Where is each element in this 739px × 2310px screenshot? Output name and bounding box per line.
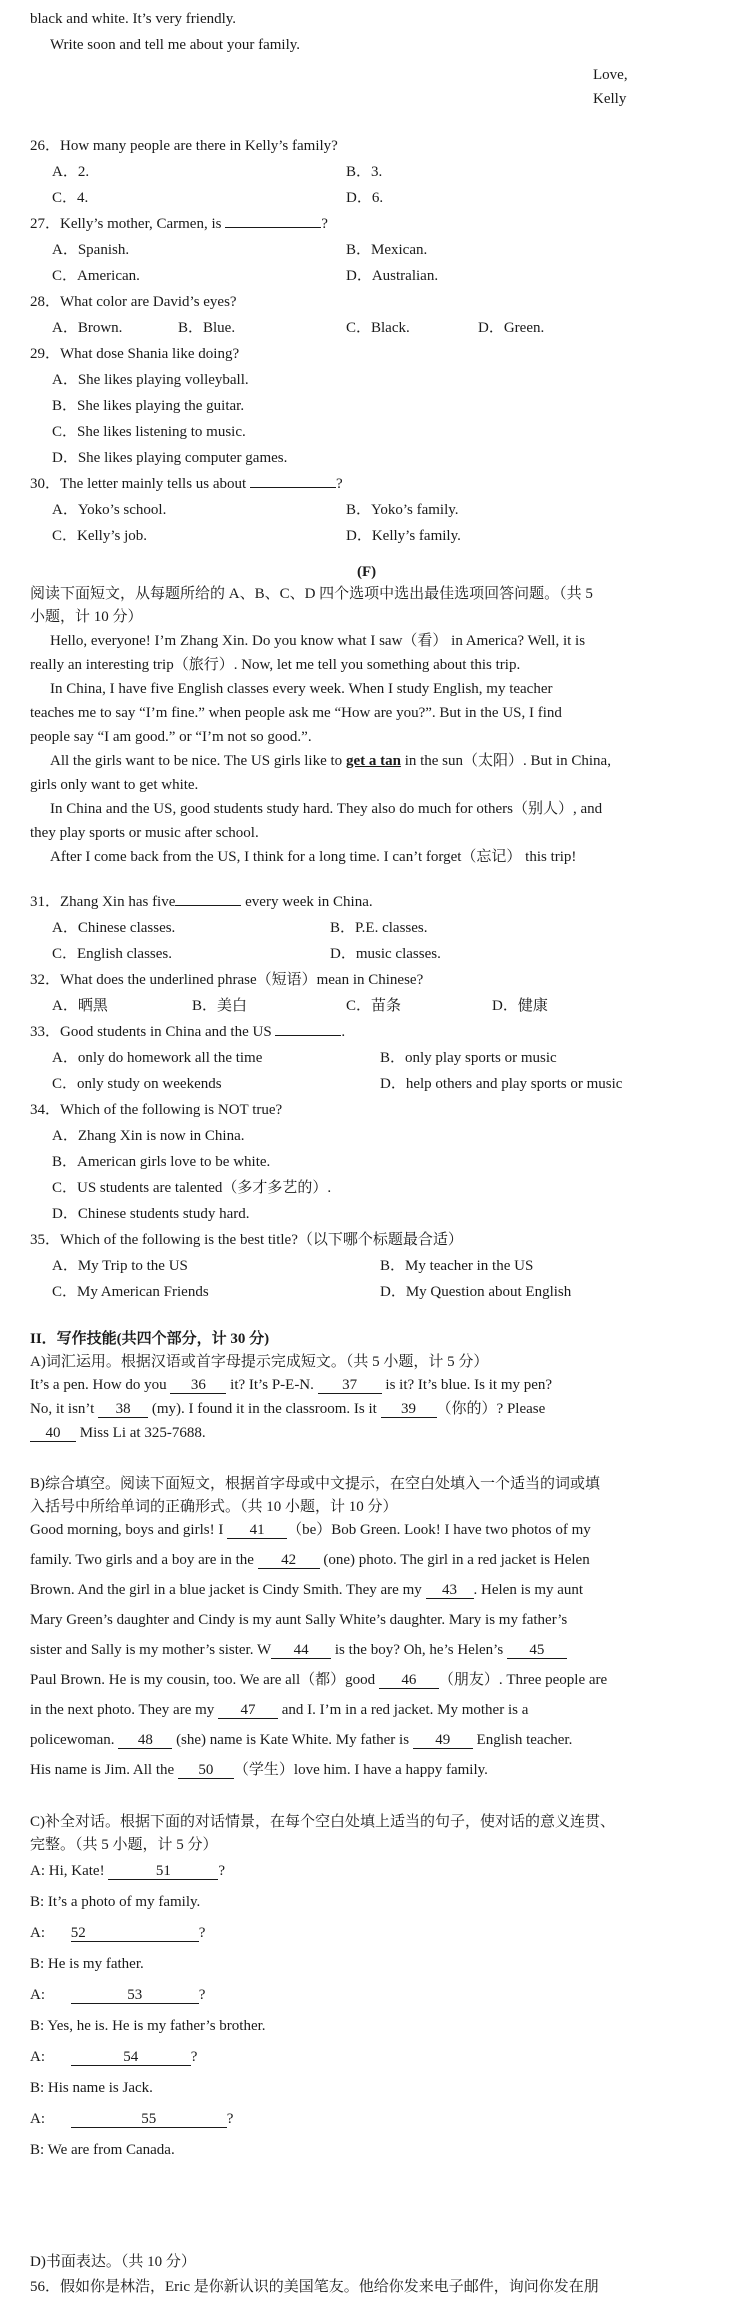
answer-blank: 54 — [71, 2049, 191, 2066]
question-stem: 31．Zhang Xin has five every week in China. — [30, 894, 373, 910]
option: C．She likes listening to music. — [52, 424, 246, 440]
answer-blank: 51 — [108, 1863, 218, 1880]
option: D．help others and play sports or music — [380, 1076, 623, 1092]
dialogue-line: B: It’s a photo of my family. — [30, 1894, 201, 1910]
answer-blank: 41 — [227, 1522, 287, 1539]
cloze-line: It’s a pen. How do you 36 it? It’s P-E-N. 37 is it? It’s blue. Is it my pen? — [30, 1377, 553, 1393]
cloze-line: policewoman. 48 (she) name is Kate White. My father is 49 English teacher. — [30, 1732, 573, 1748]
option: A．only do homework all the time — [52, 1050, 263, 1066]
answer-blank: 45 — [507, 1642, 567, 1659]
option: C．only study on weekends — [52, 1076, 222, 1092]
option: D．Green. — [478, 320, 545, 336]
option: D．music classes. — [330, 946, 441, 962]
option: B．Mexican. — [346, 242, 428, 258]
answer-blank: 42 — [258, 1552, 320, 1569]
option: C．US students are talented（多才多艺的）. — [52, 1180, 332, 1196]
writing-prompt: 56．假如你是林浩，Eric 是你新认识的美国笔友。他给你发来电子邮件，询问你发在朋 — [30, 2279, 599, 2295]
answer-blank: 48 — [118, 1732, 172, 1749]
answer-blank: 43 — [426, 1582, 474, 1599]
passage-line: In China, I have five English classes every week. When I study English, my teacher — [50, 681, 553, 697]
option: B．Yoko’s family. — [346, 502, 459, 518]
section-heading: II．写作技能(共四个部分，计 30 分) — [30, 1331, 270, 1347]
dialogue-line: B: His name is Jack. — [30, 2080, 153, 2096]
option: B．Blue. — [178, 320, 236, 336]
option: C．Black. — [346, 320, 410, 336]
option: D．6. — [346, 190, 384, 206]
option: B．American girls love to be white. — [52, 1154, 271, 1170]
option: D．My Question about English — [380, 1284, 572, 1300]
question-stem: 26．How many people are there in Kelly’s family? — [30, 138, 338, 154]
option: C．苗条 — [346, 998, 402, 1014]
answer-blank — [225, 227, 321, 228]
answer-blank: 53 — [71, 1987, 199, 2004]
answer-blank: 36 — [170, 1377, 226, 1394]
answer-blank — [250, 487, 336, 488]
dialogue-line: B: He is my father. — [30, 1956, 144, 1972]
passage-line: teaches me to say “I’m fine.” when people ask me “How are you?”. But in the US, I find — [30, 705, 562, 721]
option: A．Chinese classes. — [52, 920, 176, 936]
dialogue-line: B: Yes, he is. He is my father’s brother. — [30, 2018, 266, 2034]
cloze-line: Brown. And the girl in a blue jacket is Cindy Smith. They are my 43 . Helen is my aunt — [30, 1582, 584, 1598]
answer-blank: 46 — [379, 1672, 439, 1689]
option: A．She likes playing volleyball. — [52, 372, 249, 388]
option: A．晒黑 — [52, 998, 108, 1014]
part-title: D)书面表达。（共 10 分） — [30, 2254, 196, 2270]
section-instruction: 小题，计 10 分） — [30, 609, 143, 625]
option: D．She likes playing computer games. — [52, 450, 288, 466]
cloze-line: 40 Miss Li at 325-7688. — [30, 1424, 206, 1442]
passage-line: they play sports or music after school. — [30, 825, 259, 841]
option: A．Yoko’s school. — [52, 502, 167, 518]
option: D．Australian. — [346, 268, 439, 284]
answer-blank: 55 — [71, 2111, 227, 2128]
underlined-phrase: get a tan — [345, 753, 401, 769]
section-heading: (F) — [357, 564, 377, 580]
answer-blank: 44 — [271, 1642, 331, 1659]
option: C．My American Friends — [52, 1284, 209, 1300]
passage-line: In China and the US, good students study hard. They also do much for others（别人）, and — [50, 801, 603, 817]
option: B．only play sports or music — [380, 1050, 557, 1066]
option: B．She likes playing the guitar. — [52, 398, 245, 414]
answer-blank — [275, 1035, 341, 1036]
option: B．3. — [346, 164, 383, 180]
answer-blank: 49 — [413, 1732, 473, 1749]
option: D．健康 — [492, 998, 548, 1014]
section-instruction: 阅读下面短文，从每题所给的 A、B、C、D 四个选项中选出最佳选项回答问题。（共 5 — [30, 586, 593, 602]
letter-signature: Kelly — [593, 91, 627, 107]
cloze-line: His name is Jim. All the 50 （学生）love him. I have a happy family. — [30, 1762, 488, 1778]
answer-blank: 38 — [98, 1401, 148, 1418]
passage-line: girls only want to get white. — [30, 777, 199, 793]
question-stem: 30．The letter mainly tells us about ? — [30, 476, 343, 492]
answer-blank: 37 — [318, 1377, 382, 1394]
letter-line: black and white. It’s very friendly. — [30, 11, 237, 27]
dialogue-line: A: 52 ? — [30, 1925, 206, 1941]
question-stem: 35．Which of the following is the best title?（以下哪个标题最合适） — [30, 1232, 463, 1248]
passage-line: After I come back from the US, I think for a long time. I can’t forget（忘记） this trip! — [50, 849, 577, 865]
question-stem: 29．What dose Shania like doing? — [30, 346, 240, 362]
answer-blank: 52 — [71, 1925, 199, 1942]
answer-blank: 47 — [218, 1702, 278, 1719]
option: D．Kelly’s family. — [346, 528, 461, 544]
cloze-line: No, it isn’t 38 (my). I found it in the classroom. Is it 39 （你的）? Please — [30, 1401, 546, 1417]
option: A．2. — [52, 164, 90, 180]
letter-line: Write soon and tell me about your family. — [50, 37, 301, 53]
cloze-line: family. Two girls and a boy are in the 42 (one) photo. The girl in a red jacket is Helen — [30, 1552, 590, 1568]
letter-closing: Love, — [593, 67, 628, 83]
option: C．Kelly’s job. — [52, 528, 148, 544]
option: A．Spanish. — [52, 242, 130, 258]
answer-blank: 40 — [30, 1425, 76, 1442]
answer-blank: 39 — [381, 1401, 437, 1418]
passage-line: really an interesting trip（旅行）. Now, let me tell you something about this trip. — [30, 657, 521, 673]
part-title: A)词汇运用。根据汉语或首字母提示完成短文。（共 5 小题，计 5 分） — [30, 1354, 489, 1370]
option: B．My teacher in the US — [380, 1258, 534, 1274]
part-title: C)补全对话。根据下面的对话情景，在每个空白处填上适当的句子，使对话的意义连贯、 — [30, 1814, 616, 1830]
option: B．P.E. classes. — [330, 920, 428, 936]
passage-line: All the girls want to be nice. The US girls like to get a tan in the sun（太阳）. But in China, — [50, 753, 611, 769]
answer-blank — [175, 905, 241, 906]
dialogue-line: A: 55 ? — [30, 2111, 234, 2127]
option: A．Zhang Xin is now in China. — [52, 1128, 245, 1144]
dialogue-line: B: We are from Canada. — [30, 2142, 175, 2158]
part-title: 入括号中所给单词的正确形式。（共 10 小题，计 10 分） — [30, 1499, 398, 1515]
option: A．Brown. — [52, 320, 123, 336]
option: D．Chinese students study hard. — [52, 1206, 250, 1222]
option: C．American. — [52, 268, 140, 284]
answer-blank: 50 — [178, 1762, 234, 1779]
passage-line: people say “I am good.” or “I’m not so good.”. — [30, 729, 312, 745]
dialogue-line: A: Hi, Kate! 51 ? — [30, 1863, 225, 1879]
cloze-line: Mary Green’s daughter and Cindy is my aunt Sally White’s daughter. Mary is my father’s — [30, 1612, 568, 1628]
dialogue-line: A: 53 ? — [30, 1987, 206, 2003]
question-stem: 32．What does the underlined phrase（短语）mean in Chinese? — [30, 972, 424, 988]
option: A．My Trip to the US — [52, 1258, 188, 1274]
passage-line: Hello, everyone! I’m Zhang Xin. Do you know what I saw（看） in America? Well, it is — [50, 633, 586, 649]
part-title: B)综合填空。阅读下面短文，根据首字母或中文提示，在空白处填入一个适当的词或填 — [30, 1476, 601, 1492]
option: C．English classes. — [52, 946, 172, 962]
question-stem: 34．Which of the following is NOT true? — [30, 1102, 283, 1118]
part-title: 完整。（共 5 小题，计 5 分） — [30, 1837, 218, 1853]
option: C．4. — [52, 190, 89, 206]
question-stem: 27．Kelly’s mother, Carmen, is ? — [30, 216, 328, 232]
cloze-line: in the next photo. They are my 47 and I. I’m in a red jacket. My mother is a — [30, 1702, 529, 1718]
option: B．美白 — [192, 998, 248, 1014]
dialogue-line: A: 54 ? — [30, 2049, 198, 2065]
question-stem: 33．Good students in China and the US . — [30, 1024, 346, 1040]
question-stem: 28．What color are David’s eyes? — [30, 294, 237, 310]
cloze-line: Paul Brown. He is my cousin, too. We are all（都）good 46 （朋友）. Three people are — [30, 1672, 608, 1688]
cloze-line: Good morning, boys and girls! I 41 （be）Bob Green. Look! I have two photos of my — [30, 1522, 591, 1538]
cloze-line: sister and Sally is my mother’s sister. W 44 is the boy? Oh, he’s Helen’s 45 — [30, 1641, 567, 1659]
